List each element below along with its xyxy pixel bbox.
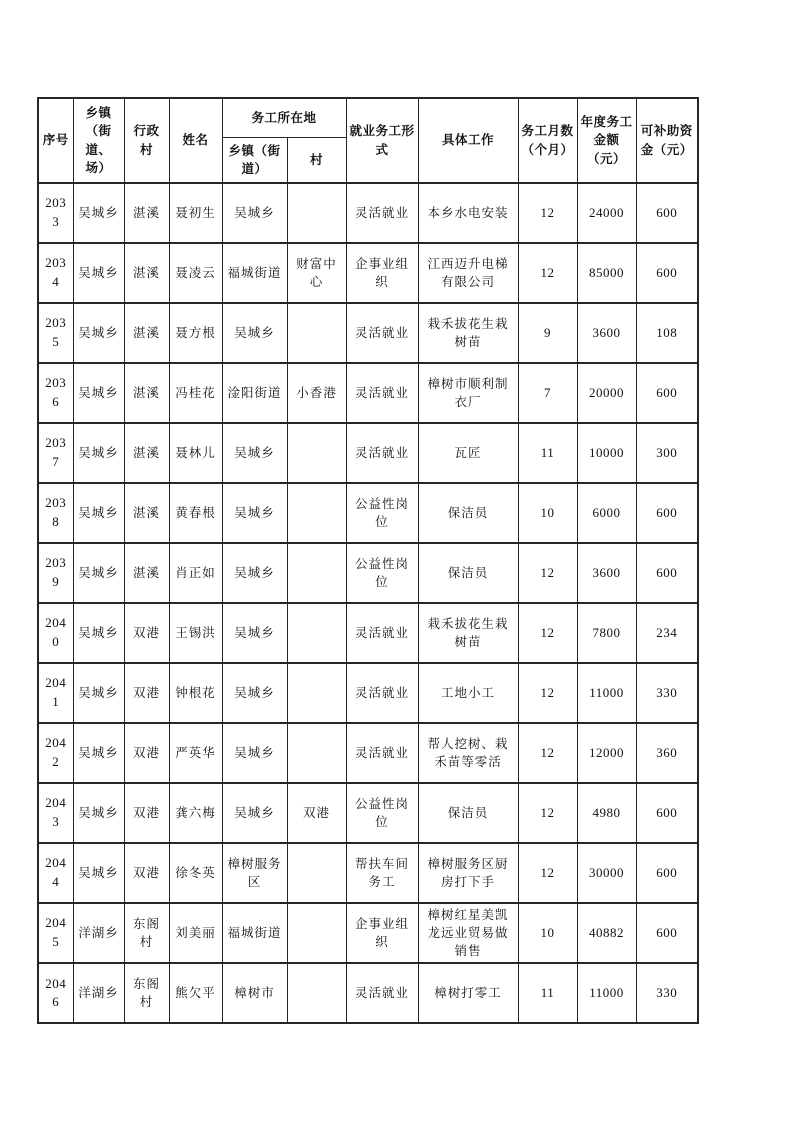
table-row [38,423,698,483]
cell-name: 严英华 [169,723,222,783]
table-row [38,363,698,423]
cell-specific-work: 工地小工 [418,663,518,723]
cell-months: 11 [518,963,577,1023]
cell-name: 龚六梅 [169,783,222,843]
cell-employment-form: 公益性岗位 [346,483,418,543]
table-row [38,183,698,243]
header-employment-form: 就业务工形式 [346,98,418,183]
cell-township: 吴城乡 [73,363,124,423]
cell-months: 10 [518,483,577,543]
cell-employment-form: 灵活就业 [346,723,418,783]
cell-serial: 2044 [38,843,73,903]
table-row [38,723,698,783]
cell-specific-work: 保洁员 [418,543,518,603]
cell-name: 聂初生 [169,183,222,243]
header-work-location: 务工所在地 [222,98,346,138]
cell-annual-amount: 11000 [577,663,636,723]
cell-subsidy: 300 [636,423,698,483]
table-row [38,903,698,963]
header-serial: 序号 [38,98,73,183]
header-township: 乡镇（街道、场） [73,98,124,183]
cell-serial: 2045 [38,903,73,963]
table-row [38,303,698,363]
cell-village: 湛溪 [124,363,169,423]
cell-annual-amount: 30000 [577,843,636,903]
cell-work-township: 福城街道 [222,903,287,963]
table-header [38,98,698,183]
cell-specific-work: 保洁员 [418,483,518,543]
cell-specific-work: 樟树打零工 [418,963,518,1023]
cell-annual-amount: 12000 [577,723,636,783]
cell-village: 湛溪 [124,543,169,603]
cell-annual-amount: 4980 [577,783,636,843]
cell-serial: 2037 [38,423,73,483]
header-village: 行政村 [124,98,169,183]
cell-subsidy: 108 [636,303,698,363]
cell-village: 湛溪 [124,303,169,363]
cell-township: 吴城乡 [73,843,124,903]
cell-village: 东阁村 [124,963,169,1023]
cell-annual-amount: 20000 [577,363,636,423]
cell-employment-form: 灵活就业 [346,303,418,363]
cell-serial: 2036 [38,363,73,423]
cell-specific-work: 江西迈升电梯有限公司 [418,243,518,303]
cell-serial: 2033 [38,183,73,243]
cell-name: 钟根花 [169,663,222,723]
cell-township: 吴城乡 [73,243,124,303]
cell-employment-form: 帮扶车间务工 [346,843,418,903]
cell-specific-work: 本乡水电安装 [418,183,518,243]
cell-months: 11 [518,423,577,483]
header-row-1 [38,98,698,138]
cell-subsidy: 600 [636,903,698,963]
cell-work-township: 吴城乡 [222,543,287,603]
cell-work-township: 吴城乡 [222,603,287,663]
cell-work-township: 吴城乡 [222,183,287,243]
cell-work-village [287,543,346,603]
cell-name: 肖正如 [169,543,222,603]
cell-work-township: 吴城乡 [222,483,287,543]
cell-serial: 2043 [38,783,73,843]
cell-work-township: 淦阳街道 [222,363,287,423]
cell-annual-amount: 40882 [577,903,636,963]
cell-serial: 2040 [38,603,73,663]
cell-annual-amount: 11000 [577,963,636,1023]
cell-name: 黄春根 [169,483,222,543]
cell-specific-work: 帮人挖树、栽禾苗等零活 [418,723,518,783]
cell-village: 双港 [124,783,169,843]
cell-township: 吴城乡 [73,183,124,243]
cell-name: 徐冬英 [169,843,222,903]
cell-employment-form: 灵活就业 [346,603,418,663]
cell-work-village [287,423,346,483]
header-work-township: 乡镇（街道） [222,138,287,184]
cell-township: 洋湖乡 [73,903,124,963]
cell-employment-form: 企事业组织 [346,903,418,963]
cell-months: 12 [518,183,577,243]
cell-serial: 2039 [38,543,73,603]
cell-village: 湛溪 [124,183,169,243]
cell-specific-work: 樟树红星美凯龙远业贸易做销售 [418,903,518,963]
cell-township: 吴城乡 [73,663,124,723]
cell-serial: 2035 [38,303,73,363]
cell-village: 双港 [124,723,169,783]
cell-village: 湛溪 [124,423,169,483]
cell-work-township: 吴城乡 [222,783,287,843]
header-annual-amount: 年度务工金额（元） [577,98,636,183]
cell-name: 刘美丽 [169,903,222,963]
table-row [38,843,698,903]
table-body [38,183,698,1023]
cell-subsidy: 600 [636,363,698,423]
cell-name: 冯桂花 [169,363,222,423]
cell-township: 吴城乡 [73,723,124,783]
cell-work-village [287,483,346,543]
cell-name: 聂凌云 [169,243,222,303]
cell-employment-form: 公益性岗位 [346,783,418,843]
cell-months: 12 [518,723,577,783]
table-row [38,783,698,843]
cell-work-township: 福城街道 [222,243,287,303]
cell-months: 12 [518,783,577,843]
cell-work-township: 吴城乡 [222,723,287,783]
cell-village: 双港 [124,663,169,723]
cell-village: 双港 [124,603,169,663]
cell-name: 聂方根 [169,303,222,363]
cell-annual-amount: 10000 [577,423,636,483]
table-row [38,543,698,603]
cell-work-township: 吴城乡 [222,663,287,723]
cell-serial: 2034 [38,243,73,303]
cell-serial: 2042 [38,723,73,783]
cell-employment-form: 灵活就业 [346,663,418,723]
cell-subsidy: 600 [636,483,698,543]
cell-name: 王锡洪 [169,603,222,663]
header-subsidy: 可补助资金（元） [636,98,698,183]
cell-annual-amount: 6000 [577,483,636,543]
cell-annual-amount: 3600 [577,303,636,363]
cell-work-township: 吴城乡 [222,423,287,483]
table-row [38,243,698,303]
cell-township: 吴城乡 [73,483,124,543]
cell-work-village [287,663,346,723]
cell-township: 吴城乡 [73,783,124,843]
cell-subsidy: 330 [636,663,698,723]
cell-specific-work: 栽禾拔花生栽树苗 [418,603,518,663]
cell-months: 12 [518,603,577,663]
cell-serial: 2041 [38,663,73,723]
cell-village: 双港 [124,843,169,903]
cell-months: 9 [518,303,577,363]
cell-serial: 2046 [38,963,73,1023]
cell-village: 东阁村 [124,903,169,963]
cell-work-village [287,843,346,903]
cell-specific-work: 瓦匠 [418,423,518,483]
cell-specific-work: 樟树服务区厨房打下手 [418,843,518,903]
cell-subsidy: 600 [636,783,698,843]
header-name: 姓名 [169,98,222,183]
cell-work-village [287,903,346,963]
cell-subsidy: 360 [636,723,698,783]
cell-months: 12 [518,543,577,603]
cell-employment-form: 企事业组织 [346,243,418,303]
cell-months: 12 [518,663,577,723]
cell-subsidy: 330 [636,963,698,1023]
table-row [38,483,698,543]
cell-subsidy: 600 [636,543,698,603]
cell-work-village: 小香港 [287,363,346,423]
cell-months: 12 [518,243,577,303]
cell-township: 洋湖乡 [73,963,124,1023]
cell-specific-work: 保洁员 [418,783,518,843]
cell-serial: 2038 [38,483,73,543]
cell-annual-amount: 24000 [577,183,636,243]
cell-employment-form: 灵活就业 [346,363,418,423]
table-row [38,963,698,1023]
cell-months: 10 [518,903,577,963]
cell-work-township: 吴城乡 [222,303,287,363]
cell-subsidy: 600 [636,243,698,303]
cell-annual-amount: 7800 [577,603,636,663]
cell-work-township: 樟树服务区 [222,843,287,903]
table-row [38,663,698,723]
cell-subsidy: 600 [636,183,698,243]
cell-township: 吴城乡 [73,423,124,483]
cell-months: 12 [518,843,577,903]
cell-subsidy: 600 [636,843,698,903]
cell-work-village [287,603,346,663]
cell-village: 湛溪 [124,483,169,543]
employment-subsidy-table [37,97,699,1024]
cell-employment-form: 灵活就业 [346,183,418,243]
cell-work-village [287,183,346,243]
cell-work-village [287,723,346,783]
table-row [38,603,698,663]
cell-township: 吴城乡 [73,303,124,363]
cell-employment-form: 灵活就业 [346,423,418,483]
cell-work-village [287,963,346,1023]
cell-annual-amount: 3600 [577,543,636,603]
cell-name: 熊欠平 [169,963,222,1023]
header-specific-work: 具体工作 [418,98,518,183]
header-months: 务工月数（个月） [518,98,577,183]
cell-employment-form: 公益性岗位 [346,543,418,603]
cell-subsidy: 234 [636,603,698,663]
cell-employment-form: 灵活就业 [346,963,418,1023]
cell-work-village: 财富中心 [287,243,346,303]
cell-work-township: 樟树市 [222,963,287,1023]
cell-months: 7 [518,363,577,423]
cell-work-village: 双港 [287,783,346,843]
cell-township: 吴城乡 [73,603,124,663]
cell-annual-amount: 85000 [577,243,636,303]
cell-specific-work: 栽禾拔花生栽树苗 [418,303,518,363]
header-work-village: 村 [287,138,346,184]
cell-township: 吴城乡 [73,543,124,603]
cell-village: 湛溪 [124,243,169,303]
cell-work-village [287,303,346,363]
cell-specific-work: 樟树市顺利制衣厂 [418,363,518,423]
cell-name: 聂林儿 [169,423,222,483]
